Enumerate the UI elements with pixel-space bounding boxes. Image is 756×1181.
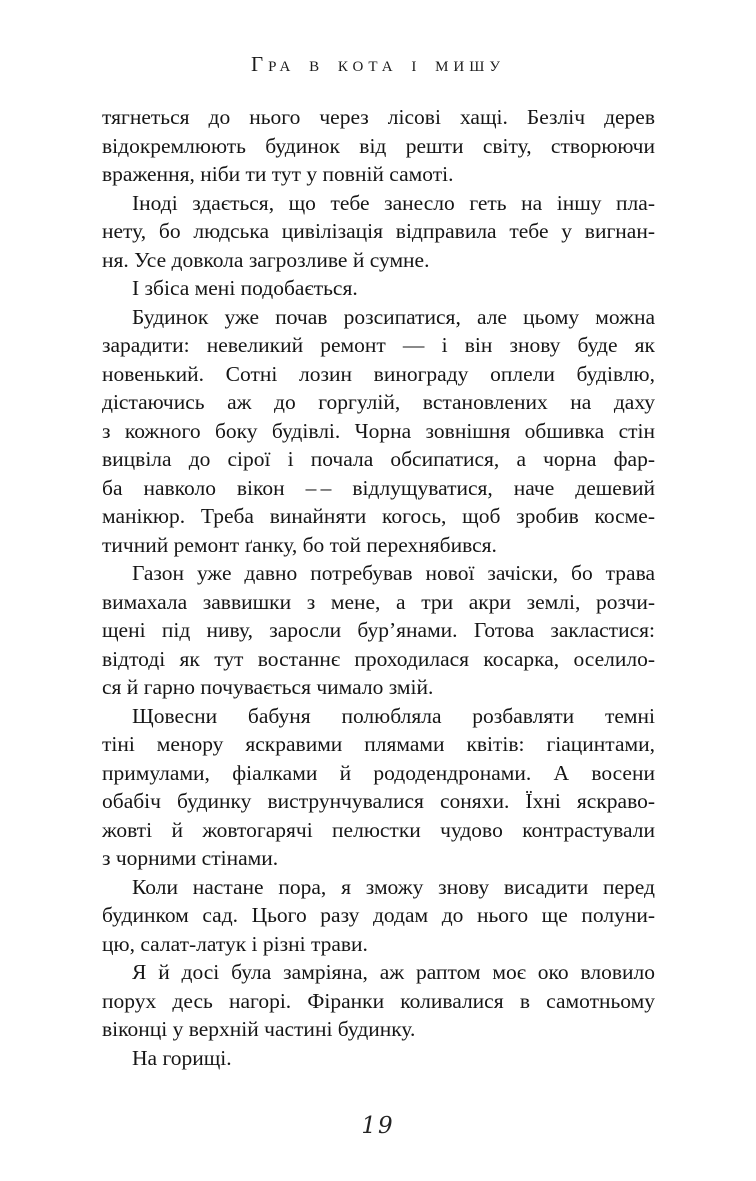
text-line: з чорними стінами. <box>102 846 279 870</box>
running-head-chapter-title: ГРА В КОТА І МИШУ <box>250 52 506 76</box>
text-line: відокремлюють будинок від решти світу, створюючи <box>102 133 655 158</box>
text-line: віконці у верхній частині будинку. <box>102 1017 416 1041</box>
text-line: Іноді здається, що тебе занесло геть на іншу пла- <box>132 190 655 215</box>
text-line: І збіса мені подобається. <box>132 276 358 300</box>
text-line: цю, салат-латук і різні трави. <box>102 931 368 956</box>
text-line: вимахала заввишки з мене, а три акри землі, розчи- <box>102 589 655 614</box>
text-line: відтоді як тут востаннє проходилася косарка, оселило- <box>102 646 655 671</box>
paragraph <box>102 873 655 959</box>
text-block <box>102 103 655 1072</box>
text-line: манікюр. Треба винайняти когось, щоб зробив косме- <box>102 504 655 528</box>
text-line: Коли настане пора, я зможу знову висадити перед <box>132 874 655 899</box>
text-line: Будинок уже почав розсипатися, але цьому можна <box>132 304 655 329</box>
paragraph <box>102 274 655 303</box>
text-line: Газон уже давно потребував нової зачіски, бо трава <box>132 561 655 585</box>
text-line: жовті й жовтогарячі пелюстки чудово контрастували <box>102 817 655 842</box>
paragraph <box>102 103 655 189</box>
text-line: зарадити: невеликий ремонт — і він знову буде як <box>102 333 655 357</box>
text-line: примулами, фіалками й рододендронами. А восени <box>102 760 655 785</box>
text-line: з кожного боку будівлі. Чорна зовнішня обшивка стін <box>102 418 655 443</box>
paragraph <box>102 1044 655 1073</box>
text-line: тіні менору яскравими плямами квітів: гіацинтами, <box>102 732 655 756</box>
paragraph <box>102 303 655 560</box>
text-line: новенький. Сотні лозин винограду оплели будівлю, <box>102 361 655 386</box>
text-line: нету, бо людська цивілізація відправила тебе у вигнан- <box>102 219 655 243</box>
text-line: вицвіла до сірої і почала обсипатися, а чорна фар- <box>102 447 655 471</box>
text-line: тягнеться до нього через лісові хащі. Безліч дерев <box>102 105 655 129</box>
paragraph <box>102 189 655 275</box>
paragraph <box>102 559 655 702</box>
text-line: ба навколо вікон – – відлущуватися, наче дешевий <box>102 475 655 500</box>
text-line: тичний ремонт ґанку, бо той перехнябився. <box>102 532 497 557</box>
paragraph <box>102 958 655 1044</box>
text-line: ся й гарно почувається чимало змій. <box>102 675 434 699</box>
text-line: обабіч будинку виструнчувалися соняхи. Їхні яскраво- <box>102 789 655 813</box>
text-line: Я й досі була замріяна, аж раптом моє око вловило <box>132 960 655 984</box>
text-line: ня. Усе довкола загрозливе й сумне. <box>102 247 430 272</box>
text-line: враження, ніби ти тут у повній самоті. <box>102 162 454 186</box>
page-number: 19 <box>361 1113 395 1139</box>
text-line: будинком сад. Цього разу додам до нього ще полуни- <box>102 903 655 927</box>
text-line: Щовесни бабуня полюбляла розбавляти темні <box>132 703 655 728</box>
paragraph <box>102 702 655 873</box>
text-line: дістаючись аж до горгулій, встановлених на даху <box>102 390 655 414</box>
text-line: порух десь нагорі. Фіранки коливалися в самотньому <box>102 988 655 1013</box>
text-line: На горищі. <box>132 1045 232 1070</box>
text-line: щені під ниву, заросли бур’янами. Готова закластися: <box>102 618 655 642</box>
